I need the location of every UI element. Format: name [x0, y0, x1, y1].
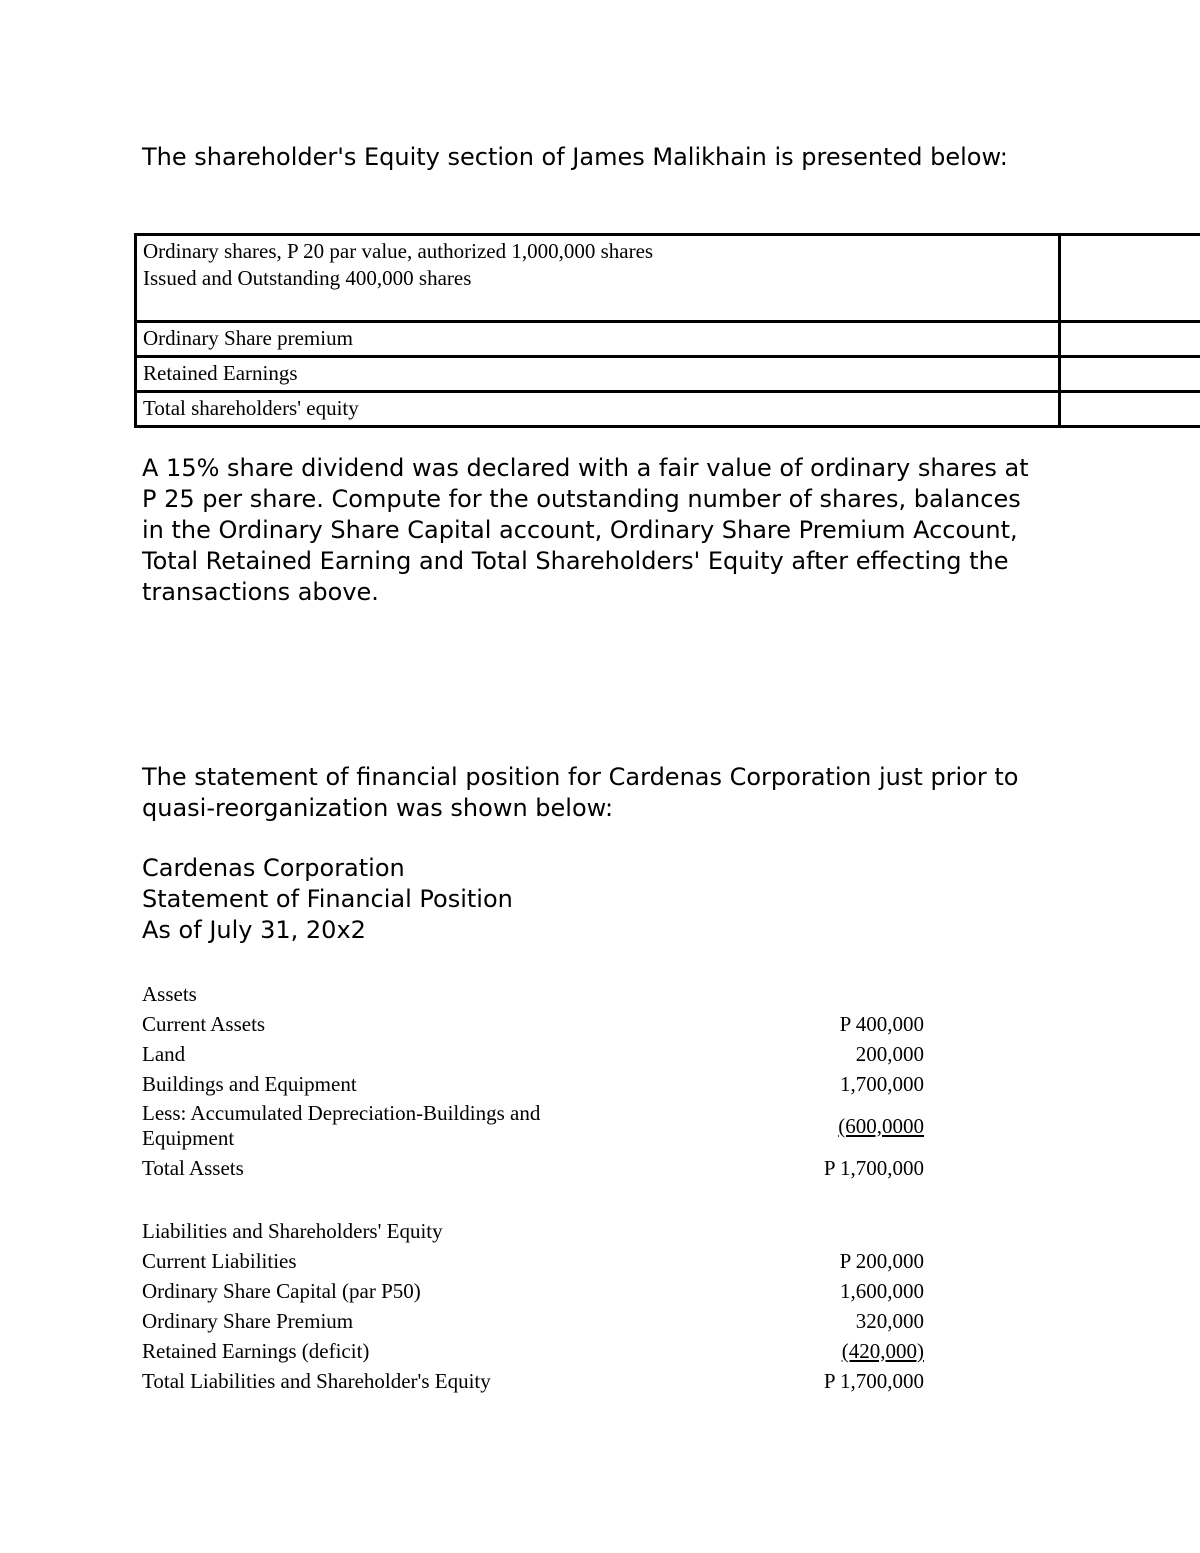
ledger-amount: 1,700,000: [840, 1071, 924, 1096]
ledger-label: Ordinary Share Premium: [142, 1308, 354, 1333]
table-cell-amount: [1060, 357, 1200, 392]
ledger-amount: P 1,700,000: [823, 1155, 924, 1180]
ledger-amount: P 400,000: [839, 1011, 924, 1036]
problem1-question: A 15% share dividend was declared with a fair value of ordinary shares at P 25 per share. Compute for the outstanding number of shares, balances in the Ordinary Share Capital account, Ordinary Share Premium Account, Total Retained Earning and Total Shareholders' Equity after effecting the transactions above.: [142, 454, 1029, 606]
ledger-label: Land: [142, 1041, 186, 1066]
ledger-row: [142, 1099, 924, 1153]
assets-header-row: [142, 979, 924, 1009]
ledger-label: Current Liabilities: [142, 1248, 297, 1273]
statement-name: Statement of Financial Position: [142, 885, 513, 913]
table-cell-amount: [1060, 392, 1200, 427]
ledger-label: Retained Earnings (deficit): [142, 1338, 370, 1363]
ordinary-shares-line1: Ordinary shares, P 20 par value, authorized 1,000,000 shares: [143, 239, 654, 263]
liabilities-header: Liabilities and Shareholders' Equity: [142, 1218, 443, 1243]
ledger-amount: P 200,000: [839, 1248, 924, 1273]
table-cell-retained-earnings: Retained Earnings: [136, 357, 1060, 392]
ordinary-shares-line2: Issued and Outstanding 400,000 shares: [143, 266, 472, 290]
ledger-row: [142, 1306, 924, 1336]
ledger-label: Current Assets: [142, 1011, 266, 1036]
assets-header: Assets: [142, 981, 197, 1006]
ledger-label: Total Assets: [142, 1155, 244, 1180]
liabilities-section: [142, 1216, 924, 1396]
statement-title-block: [142, 853, 842, 946]
equity-table: [134, 233, 1200, 428]
table-row: [136, 322, 1200, 357]
ledger-amount: 200,000: [855, 1041, 924, 1066]
assets-section: [142, 979, 924, 1183]
ledger-label: Total Liabilities and Shareholder's Equity: [142, 1368, 491, 1393]
ledger-row: [142, 1009, 924, 1039]
ledger-amount: P 1,700,000: [823, 1368, 924, 1393]
ledger-label: Buildings and Equipment: [142, 1071, 357, 1096]
table-row: [136, 235, 1200, 322]
table-row: [136, 392, 1200, 427]
ledger-row: [142, 1366, 924, 1396]
ledger-row: [142, 1276, 924, 1306]
table-cell-share-premium: Ordinary Share premium: [136, 322, 1060, 357]
ledger-row: [142, 1039, 924, 1069]
statement-date: As of July 31, 20x2: [142, 916, 366, 944]
table-cell-amount: [1060, 322, 1200, 357]
ledger-amount: 1,600,000: [840, 1278, 924, 1303]
company-name: Cardenas Corporation: [142, 854, 405, 882]
ledger-row: [142, 1246, 924, 1276]
liabilities-header-row: [142, 1216, 924, 1246]
ledger-row: [142, 1069, 924, 1099]
table-cell-amount: [1060, 235, 1200, 322]
ledger-label: Less: Accumulated Depreciation-Buildings and Equipment: [142, 1101, 541, 1150]
problem2-heading: The statement of financial position for Cardenas Corporation just prior to quasi-reorganization was shown below:: [142, 763, 1019, 822]
ledger-row: [142, 1153, 924, 1183]
ledger-row: [142, 1336, 924, 1366]
ledger-label: Ordinary Share Capital (par P50): [142, 1278, 421, 1303]
table-cell-total-equity: Total shareholders' equity: [136, 392, 1060, 427]
ledger-amount: (420,000): [841, 1338, 924, 1363]
table-cell-ordinary-shares: [136, 235, 1060, 322]
table-row: [136, 357, 1200, 392]
problem1-heading: The shareholder's Equity section of James Malikhain is presented below:: [142, 143, 1008, 171]
ledger-amount: (600,0000: [838, 1113, 924, 1138]
ledger-amount: 320,000: [855, 1308, 924, 1333]
